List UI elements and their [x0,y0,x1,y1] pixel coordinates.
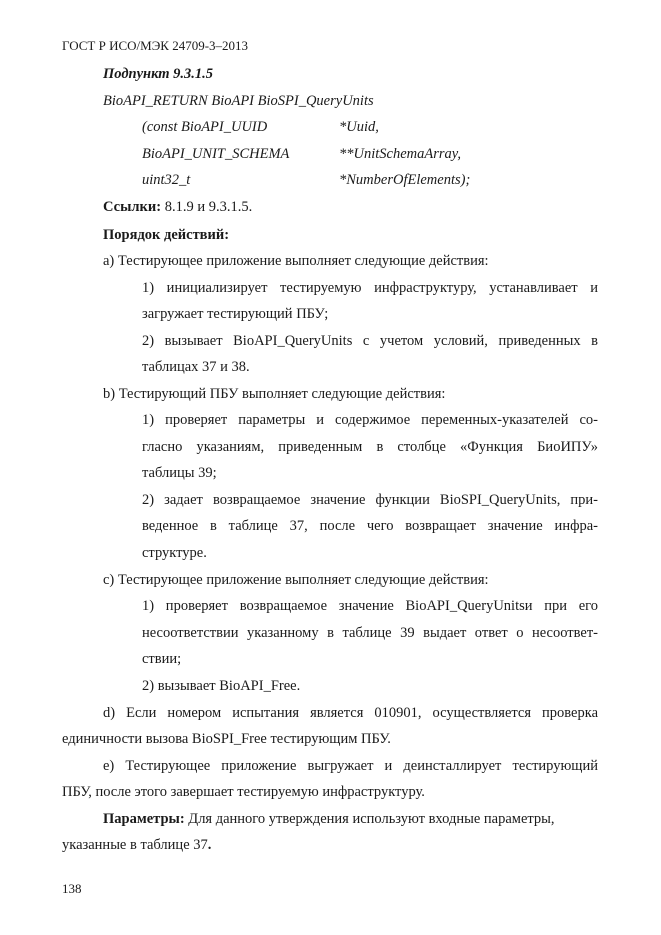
signature-line: BioAPI_RETURN BioAPI BioSPI_QueryUnits [103,93,374,109]
step-a-item-2-line-1: 2) вызывает BioAPI_QueryUnits с учетом условий, приведенных в [142,333,598,349]
step-a-item-1-line-2: загружает тестирующий ПБУ; [142,306,329,322]
step-d-line-1: d) Если номером испытания является 010901, осуществляется проверка [103,705,598,721]
step-d-line-2: единичности вызова BioSPI_Free тестирующим ПБУ. [62,731,391,747]
parameters-text-2: указанные в таблице 37 [62,837,208,853]
step-b-item-1-line-1: 1) проверяет параметры и содержимое переменных-указателей со- [142,412,598,428]
step-b-item-2-line-2: веденное в таблице 37, после чего возвращает значение инфра- [142,518,598,534]
param-type: (const BioAPI_UUID [142,119,268,135]
parameters-label: Параметры: [103,811,185,827]
page-number: 138 [62,881,82,896]
subsection-title: Подпункт 9.3.1.5 [103,66,214,82]
step-b-item-2-line-1: 2) задает возвращаемое значение функции BioSPI_QueryUnits, при- [142,492,598,508]
references-text: 8.1.9 и 9.3.1.5. [161,199,253,215]
step-e-line-1: e) Тестирующее приложение выгружает и деинсталлирует тестирующий [103,758,598,774]
procedure-label: Порядок действий: [103,227,230,243]
parameters-line-2 [62,836,211,854]
step-c-item-2: 2) вызывает BioAPI_Free. [142,678,301,694]
document-header: ГОСТ Р ИСО/МЭК 24709-3–2013 [62,38,249,53]
references-label: Ссылки: [103,199,162,215]
param-name: *Uuid, [339,119,379,135]
step-b: b) Тестирующий ПБУ выполняет следующие действия: [103,386,446,402]
step-c-item-1-line-2: несоответствии указанному в таблице 39 выдает ответ о несоответ- [142,625,598,641]
parameters-line [103,810,555,828]
step-c-item-1-line-1: 1) проверяет возвращаемое значение BioAPI_QueryUnitsи при его [142,598,598,614]
parameters-text: Для данного утверждения используют входные параметры, [184,811,555,827]
param-name: *NumberOfElements); [339,172,471,188]
references-line [103,198,252,216]
step-e-line-2: ПБУ, после этого завершает тестируемую инфраструктуру. [62,784,425,800]
param-type: uint32_t [142,172,191,188]
param-name: **UnitSchemaArray, [339,146,462,162]
step-b-item-2-line-3: структуре. [142,545,207,561]
step-b-item-1-line-3: таблицы 39; [142,465,217,481]
step-b-item-1-line-2: гласно указаниям, приведенным в столбце «Функция БиоИПУ» [142,439,598,455]
step-a-item-2-line-2: таблицах 37 и 38. [142,359,250,375]
step-a-item-1-line-1: 1) инициализирует тестируемую инфраструктуру, устанавливает и [142,280,598,296]
step-a: a) Тестирующее приложение выполняет следующие действия: [103,253,489,269]
step-c: c) Тестирующее приложение выполняет следующие действия: [103,572,489,588]
parameters-text-2-end: . [207,837,212,853]
step-c-item-1-line-3: ствии; [142,651,182,667]
param-type: BioAPI_UNIT_SCHEMA [142,146,290,162]
